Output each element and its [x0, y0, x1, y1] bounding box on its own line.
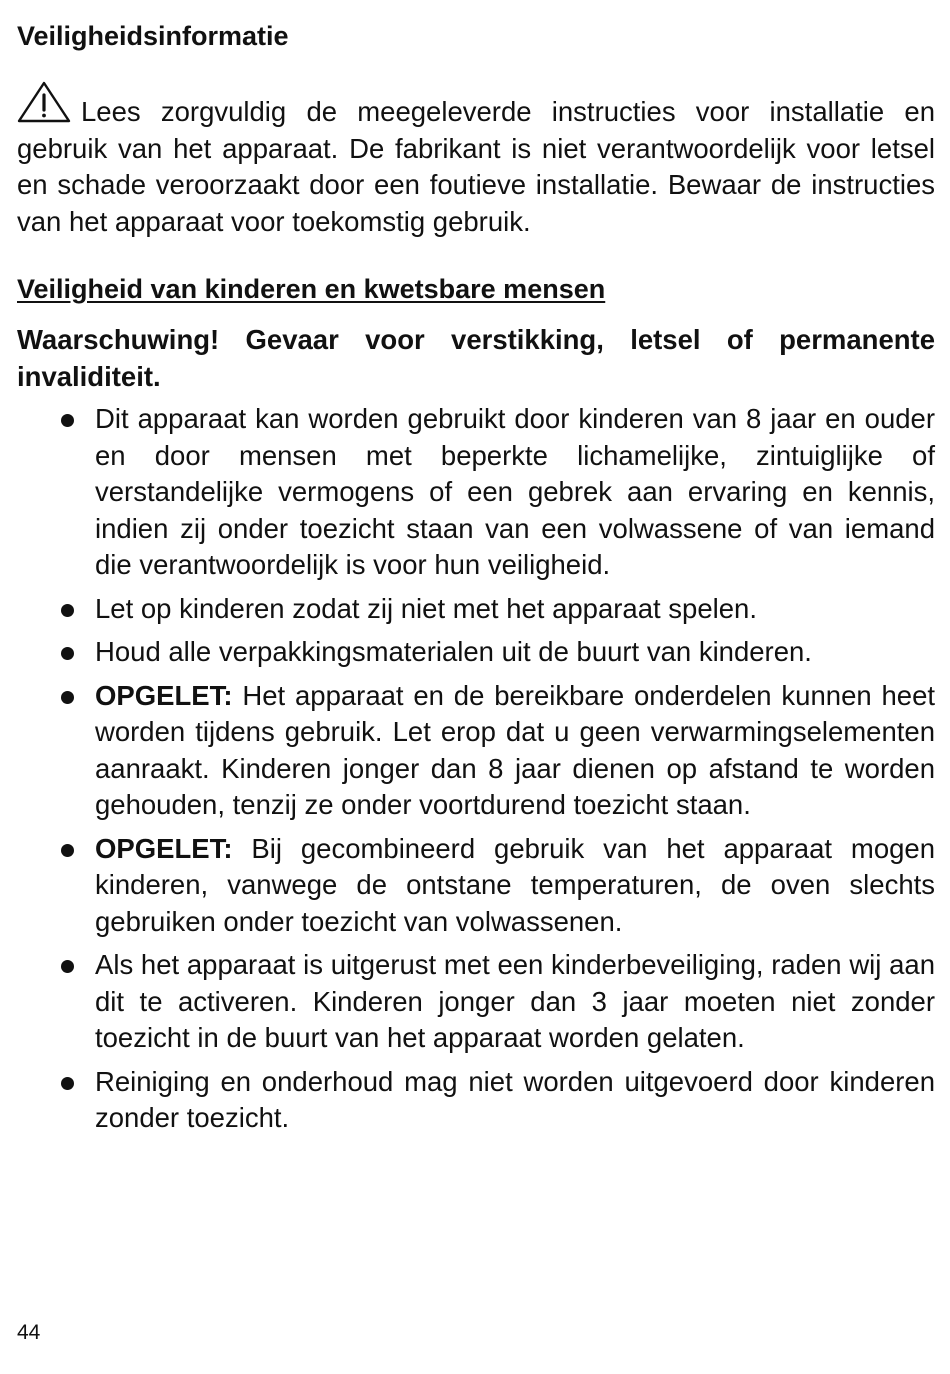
list-item-text: Dit apparaat kan worden gebruikt door kinderen van 8 jaar en ouder en door mensen met beperkte lichamelijke, zintuiglijke of verstandelijke vermogens of een gebrek aan ervaring en kennis, indien zij onder toezicht staan van een volwassene of van iemand die verantwoordelijk is voor hun veiligheid. — [95, 403, 935, 580]
page-title: Veiligheidsinformatie — [17, 21, 289, 51]
list-item-text: Als het apparaat is uitgerust met een kinderbeveiliging, raden wij aan dit te activeren. Kinderen jonger dan 3 jaar moeten niet zonder toezicht in de buurt van het apparaat worden gelaten. — [95, 949, 935, 1053]
bullet-dot-icon — [61, 691, 74, 704]
warning-triangle-icon — [17, 80, 71, 124]
list-item-text: Let op kinderen zodat zij niet met het apparaat spelen. — [95, 592, 757, 624]
page-number: 44 — [17, 1321, 41, 1344]
caution-label: OPGELET: — [95, 832, 233, 864]
safety-list — [17, 401, 935, 1137]
caution-label: OPGELET: — [95, 679, 233, 711]
list-item-text: Het apparaat en de bereikbare onderdelen kunnen heet worden tijdens gebruik. Let erop dat u geen verwarmingselementen aanraakt. Kinderen jonger dan 8 jaar dienen op afstand te worden gehouden, tenzij ze onder voortdurend toezicht staan. — [95, 679, 936, 820]
bullet-dot-icon — [61, 844, 74, 857]
bullet-dot-icon — [61, 960, 74, 973]
list-item — [17, 591, 935, 628]
bullet-dot-icon — [61, 647, 74, 660]
list-item-text: Reiniging en onderhoud mag niet worden uitgevoerd door kinderen zonder toezicht. — [95, 1065, 935, 1133]
bullet-dot-icon — [61, 414, 74, 427]
list-item — [17, 831, 935, 941]
list-item — [17, 947, 935, 1057]
list-item — [17, 678, 935, 824]
section-title: Veiligheid van kinderen en kwetsbare mensen — [17, 274, 606, 304]
bullet-dot-icon — [61, 604, 74, 617]
list-item — [17, 401, 935, 584]
bullet-dot-icon — [61, 1077, 74, 1090]
list-item — [17, 634, 935, 671]
list-item-text: Bij gecombineerd gebruik van het apparaat mogen kinderen, vanwege de ontstane temperaturen, de oven slechts gebruiken onder toezicht van volwassenen. — [95, 832, 935, 937]
list-item-text: Houd alle verpakkingsmaterialen uit de buurt van kinderen. — [95, 636, 812, 667]
list-item — [17, 1064, 935, 1137]
intro-paragraph — [17, 80, 935, 240]
intro-text: Lees zorgvuldig de meegeleverde instructies voor installatie en gebruik van het apparaat. De fabrikant is niet verantwoordelijk voor letsel en schade veroorzaakt door een foutieve installatie. Bewaar de instructies van het apparaat voor toekomstig gebruik. — [17, 96, 935, 237]
document-page — [17, 18, 935, 1144]
warning-statement: Waarschuwing! Gevaar voor verstikking, letsel of permanente invaliditeit. — [17, 324, 935, 392]
